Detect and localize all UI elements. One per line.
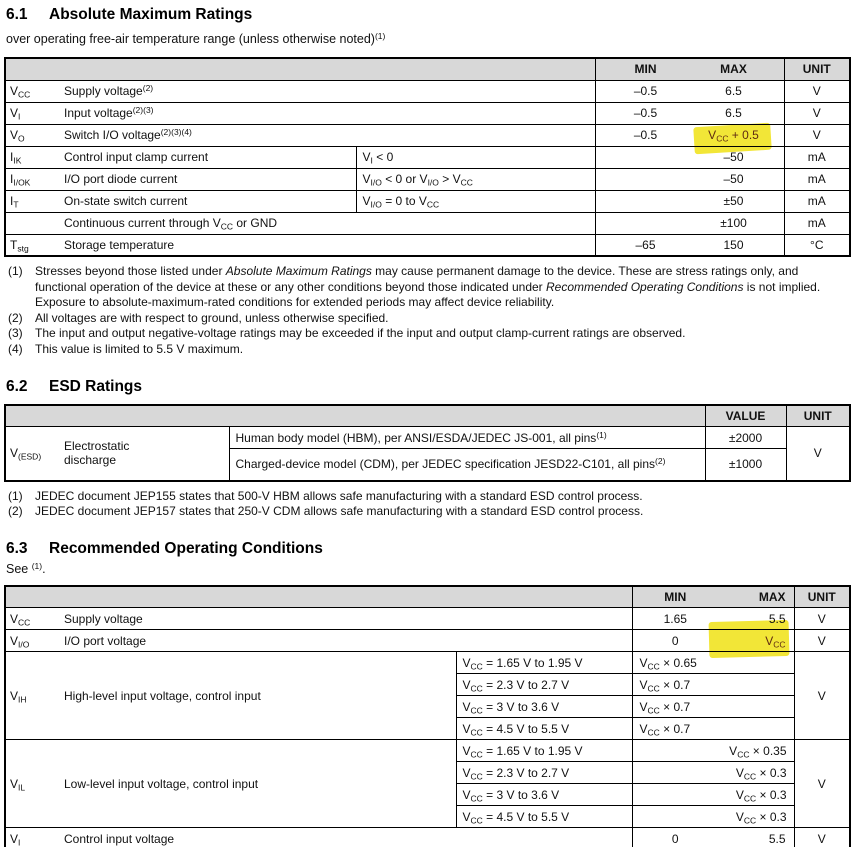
symbol-cell: $V_I$ xyxy=(5,102,61,124)
min-value-cell: $V_{CC} \times 0.7$ xyxy=(632,674,794,696)
minmax-cell xyxy=(595,80,784,102)
unit-cell: V xyxy=(784,102,850,124)
footnote-3 xyxy=(8,326,849,342)
section-heading-6-2 xyxy=(6,378,849,396)
col-header-unit: UNIT xyxy=(784,58,850,80)
unit-cell: V xyxy=(784,80,850,102)
test-desc-cell: Charged-device model (CDM), per JEDEC specification JESD22-C101, all pins$^{(2)}$ xyxy=(229,449,705,481)
table-header-row xyxy=(5,405,850,427)
min-value: 1.65 xyxy=(663,611,687,626)
minmax-cell xyxy=(595,124,784,146)
unit-cell: V xyxy=(784,124,850,146)
param-cell: I/O port voltage xyxy=(61,630,632,652)
section-title: Absolute Maximum Ratings xyxy=(49,6,253,23)
max-value: 150 xyxy=(723,237,744,252)
param-cell: Switch I/O voltage$^{(2)(3)(4)}$ xyxy=(61,124,595,146)
param-cell: Supply voltage xyxy=(61,608,632,630)
col-header-unit: UNIT xyxy=(786,405,850,427)
min-value: 0 xyxy=(671,831,679,846)
symbol-cell xyxy=(5,212,61,234)
minmax-cell xyxy=(632,630,794,652)
esd-row-hbm xyxy=(5,427,850,449)
cond-cell: $V_{CC} = 2.3$ V to 2.7 V xyxy=(456,674,632,696)
unit-cell: V xyxy=(794,828,850,847)
rec-op-conditions-table xyxy=(4,585,851,847)
min-value: –0.5 xyxy=(633,84,658,98)
section-heading-6-3 xyxy=(6,540,849,558)
param-cell: Control input voltage xyxy=(61,828,632,847)
cond-cell: $V_{CC} = 3$ V to 3.6 V xyxy=(456,696,632,718)
max-value: –50 xyxy=(723,150,744,164)
min-value: –0.5 xyxy=(633,128,658,142)
max-value: ±50 xyxy=(723,194,744,208)
cond-cell: $V_{CC} = 2.3$ V to 2.7 V xyxy=(456,762,632,784)
footnote-number: (2) xyxy=(8,310,23,325)
minmax-header-cell xyxy=(595,58,784,80)
footnote-text: JEDEC document JEP157 states that 250-V CDM allows safe manufacturing with a standard ESD control process. xyxy=(35,504,644,519)
footnote-number: (3) xyxy=(8,326,23,341)
unit-cell: mA xyxy=(784,190,850,212)
unit-cell: mA xyxy=(784,212,850,234)
table-row-iiok xyxy=(5,168,850,190)
cond-cell: $V_{CC} = 1.65$ V to 1.95 V xyxy=(456,652,632,674)
symbol-cell: $T_{stg}$ xyxy=(5,234,61,256)
vih-row-1 xyxy=(5,652,850,674)
cond-cell: $V_{CC} = 3$ V to 3.6 V xyxy=(456,784,632,806)
footnote-4 xyxy=(8,342,849,358)
cond-cell: $V_{I/O} = 0$ to $V_{CC}$ xyxy=(356,190,595,212)
table-row-vio xyxy=(5,630,850,652)
table-row-vcc xyxy=(5,608,850,630)
min-value-cell: $V_{CC} \times 0.65$ xyxy=(632,652,794,674)
symbol-cell: $V_{CC}$ xyxy=(5,80,61,102)
cond-cell: $V_{CC} = 4.5$ V to 5.5 V xyxy=(456,718,632,740)
header-empty-cell xyxy=(5,586,632,608)
abs-max-intro: over operating free-air temperature range (unless otherwise noted)$^{(1)}$ xyxy=(6,31,386,46)
min-value: 0 xyxy=(671,633,679,648)
cond-cell: $V_{I/O} < 0$ or $V_{I/O} > V_{CC}$ xyxy=(356,168,595,190)
max-value: 5.5 xyxy=(768,611,786,626)
value-cell: ±2000 xyxy=(705,427,786,449)
cond-cell: $V_{CC} = 1.65$ V to 1.95 V xyxy=(456,740,632,762)
symbol-cell: $V_O$ xyxy=(5,124,61,146)
section-number: 6.2 xyxy=(6,377,28,395)
max-value: 6.5 xyxy=(725,84,742,98)
footnote-text: The input and output negative-voltage ratings may be exceeded if the input and output clamp-current ratings are observed. xyxy=(35,326,686,341)
max-value-cell: $V_{CC} \times 0.3$ xyxy=(632,784,794,806)
footnote-text: JEDEC document JEP155 states that 500-V HBM allows safe manufacturing with a standard ESD control process. xyxy=(35,488,643,503)
footnotes-6-2 xyxy=(8,489,849,520)
header-empty-cell xyxy=(5,405,705,427)
footnote-1 xyxy=(8,264,849,311)
min-value-cell: $V_{CC} \times 0.7$ xyxy=(632,696,794,718)
table-row-vcc xyxy=(5,80,850,102)
unit-cell: V xyxy=(794,652,850,740)
min-value: –65 xyxy=(635,237,656,252)
unit-cell: °C xyxy=(784,234,850,256)
max-value-highlighted xyxy=(690,128,778,142)
unit-cell: mA xyxy=(784,168,850,190)
symbol-cell: $I_{IK}$ xyxy=(5,146,61,168)
max-value: 6.5 xyxy=(725,106,742,120)
footnote-number: (1) xyxy=(8,488,23,503)
param-text: Electrostatic discharge xyxy=(64,439,130,468)
section-number: 6.3 xyxy=(6,539,28,557)
symbol-cell: $I_{I/OK}$ xyxy=(5,168,61,190)
min-value: –0.5 xyxy=(633,106,658,120)
table-row-vi xyxy=(5,828,850,847)
see-note: See $^{(1)}$. xyxy=(6,560,46,576)
table-row-tstg xyxy=(5,234,850,256)
unit-cell: V xyxy=(794,740,850,828)
footnote-number: (1) xyxy=(8,264,23,278)
minmax-cell xyxy=(632,828,794,847)
footnotes-6-1 xyxy=(8,264,849,358)
param-cell xyxy=(61,427,229,481)
vil-row-1 xyxy=(5,740,850,762)
cond-cell: $V_I < 0$ xyxy=(356,146,595,168)
unit-cell: V xyxy=(786,427,850,481)
col-header-max: MAX xyxy=(758,590,786,604)
table-header-row xyxy=(5,58,850,80)
footnote-number: (4) xyxy=(8,341,23,356)
abs-max-ratings-table xyxy=(4,57,851,257)
col-header-min: MIN xyxy=(664,590,687,604)
unit-cell: V xyxy=(794,608,850,630)
cond-cell: $V_{CC} = 4.5$ V to 5.5 V xyxy=(456,806,632,828)
footnote-text: This value is limited to 5.5 V maximum. xyxy=(35,341,244,356)
symbol-cell: $V_{IH}$ xyxy=(5,652,61,740)
min-value-cell: $V_{CC} \times 0.7$ xyxy=(632,718,794,740)
footnote-2 xyxy=(8,504,849,520)
table-row-iik xyxy=(5,146,850,168)
minmax-header-cell xyxy=(632,586,794,608)
col-header-unit: UNIT xyxy=(794,586,850,608)
section-title: Recommended Operating Conditions xyxy=(49,539,323,557)
col-header-max: MAX xyxy=(720,62,747,77)
minmax-cell xyxy=(595,212,784,234)
symbol-cell: $I_T$ xyxy=(5,190,61,212)
minmax-cell xyxy=(595,190,784,212)
footnote-number: (2) xyxy=(8,504,23,519)
param-cell: High-level input voltage, control input xyxy=(61,652,456,740)
symbol-cell: $V_{I/O}$ xyxy=(5,630,61,652)
section-number: 6.1 xyxy=(6,6,28,23)
param-cell: I/O port diode current xyxy=(61,168,356,190)
table-row-vi xyxy=(5,102,850,124)
symbol-cell: $V_{CC}$ xyxy=(5,608,61,630)
param-cell: Supply voltage$^{(2)}$ xyxy=(61,80,595,102)
table-row-vo xyxy=(5,124,850,146)
highlight-mark: $V_{CC} + 0.5$ xyxy=(708,128,759,144)
section-heading-6-1 xyxy=(6,6,849,24)
footnote-text: Stresses beyond those listed under Absolute Maximum Ratings may cause permanent damage to the device. These are stress ratings only, and functional operation of the device at these or any other conditions beyond those indicated under Recommended Operating Conditions is not implied. Exposure to absolute-maximum-rated conditions for extended periods may affect device reliability. xyxy=(35,264,821,310)
section-title: ESD Ratings xyxy=(49,377,143,395)
param-cell: Storage temperature xyxy=(61,234,595,256)
col-header-min: MIN xyxy=(634,62,657,77)
minmax-cell xyxy=(595,146,784,168)
max-value: 5.5 xyxy=(768,831,786,846)
minmax-cell xyxy=(595,234,784,256)
highlight-mark: $V_{CC}$ xyxy=(765,633,786,650)
symbol-cell: $V_{IL}$ xyxy=(5,740,61,828)
max-value: ±100 xyxy=(720,216,747,230)
table-row-continuous-current xyxy=(5,212,850,234)
max-value: –50 xyxy=(723,172,744,186)
value-cell: ±1000 xyxy=(705,449,786,481)
esd-ratings-table xyxy=(4,404,851,482)
footnote-text: All voltages are with respect to ground, unless otherwise specified. xyxy=(35,310,389,325)
table-header-row xyxy=(5,586,850,608)
param-cell: Continuous current through $V_{CC}$ or GND xyxy=(61,212,595,234)
col-header-value: VALUE xyxy=(705,405,786,427)
param-cell: Control input clamp current xyxy=(61,146,356,168)
max-value-cell: $V_{CC} \times 0.3$ xyxy=(632,806,794,828)
param-cell: On-state switch current xyxy=(61,190,356,212)
max-value-highlighted xyxy=(712,634,788,648)
minmax-cell xyxy=(632,608,794,630)
param-cell: Low-level input voltage, control input xyxy=(61,740,456,828)
unit-cell: V xyxy=(794,630,850,652)
max-value-cell: $V_{CC} \times 0.3$ xyxy=(632,762,794,784)
minmax-cell xyxy=(595,168,784,190)
max-value-cell: $V_{CC} \times 0.35$ xyxy=(632,740,794,762)
header-empty-cell xyxy=(5,58,595,80)
symbol-cell: $V_{(ESD)}$ xyxy=(5,427,61,481)
test-desc-cell: Human body model (HBM), per ANSI/ESDA/JEDEC JS-001, all pins$^{(1)}$ xyxy=(229,427,705,449)
footnote-1 xyxy=(8,489,849,505)
symbol-cell: $V_I$ xyxy=(5,828,61,847)
unit-cell: mA xyxy=(784,146,850,168)
minmax-cell xyxy=(595,102,784,124)
param-cell: Input voltage$^{(2)(3)}$ xyxy=(61,102,595,124)
footnote-2 xyxy=(8,311,849,327)
table-row-it xyxy=(5,190,850,212)
